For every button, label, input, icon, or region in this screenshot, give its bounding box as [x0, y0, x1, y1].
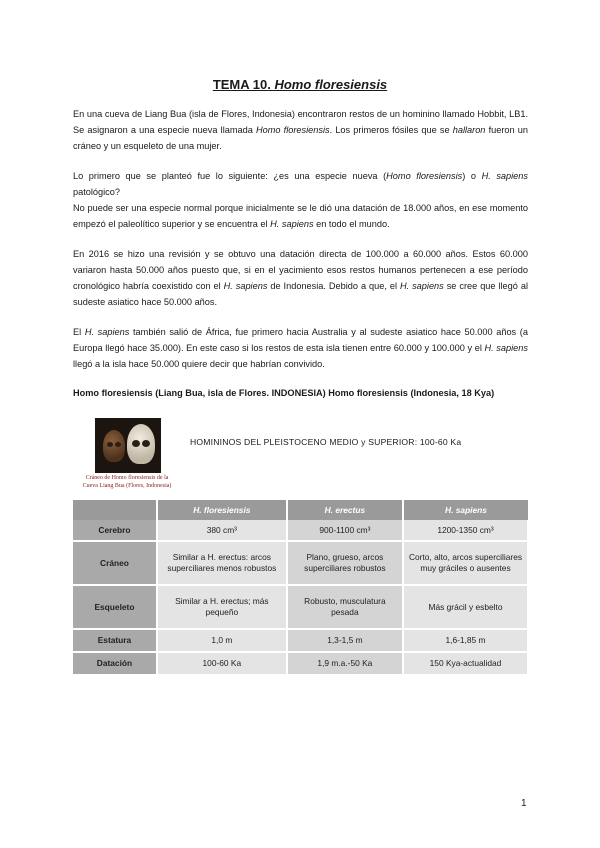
section-heading: Homo floresiensis (Liang Bua, isla de Flores. INDONESIA) Homo floresiensis (Indonesia, 18 Kya) — [73, 388, 495, 398]
paragraph-4-text: también salió de África, fue primero hacia Australia y al sudeste asiatico hace 50.000 años (a Europa llegó hace 35.000). En este caso si los restos de esta isla tienen entre 60.000 y 100.000 y el — [73, 327, 528, 353]
table-header: H. erectus — [287, 500, 403, 520]
paragraph-4-text: El — [73, 327, 85, 337]
paragraph-3-text: de Indonesia. Debido a que, el — [267, 281, 400, 291]
eye-socket — [142, 440, 150, 447]
page-title — [0, 77, 600, 92]
paragraph-2-italic: Homo floresiensis — [386, 171, 463, 181]
table-row — [73, 520, 528, 541]
paragraph-2-italic: H. sapiens — [481, 171, 528, 181]
table-cell: Similar a H. erectus; más pequeño — [157, 585, 287, 629]
paragraph-1-text: En una cueva de Liang Bua (isla de Flores, Indonesia) encontraron restos de un hominino llamado Hobbit, LB1. Se asignaron a una especie nueva llamada — [73, 109, 528, 135]
table-cell: 380 cm³ — [157, 520, 287, 541]
paragraph-3-italic: H. sapiens — [223, 281, 268, 291]
paragraph-2-italic: H. sapiens — [270, 219, 314, 229]
row-label: Cráneo — [73, 541, 157, 585]
paragraph-2-text: en todo el mundo. — [313, 219, 390, 229]
table-cell: 1,9 m.a.-50 Ka — [287, 652, 403, 675]
page-number: 1 — [521, 798, 527, 809]
table-cell: 900-1100 cm³ — [287, 520, 403, 541]
eye-socket — [107, 442, 113, 447]
caption-line: Cráneo de Homo floresiensis de la — [85, 475, 169, 481]
paragraph-1-italic: hallaron — [452, 125, 486, 135]
paragraph-2-text: patológico? — [73, 187, 120, 197]
paragraph-1-text: . Los primeros fósiles que se — [329, 125, 453, 135]
eye-socket — [115, 442, 121, 447]
table-row — [73, 541, 528, 585]
floresiensis-skull-image — [103, 430, 125, 462]
paragraph-1 — [73, 106, 528, 154]
table-header-row — [73, 500, 528, 520]
paragraph-3-text: En 2016 se hizo una revisión y se obtuvo una datación directa de 100.000 a 60.000 años. Estos 60.000 variaron hasta 50.000 años puesto que, si en el yacimiento esos restos humanos pertenecen a ese período cronológico habría coexistido con el — [73, 249, 528, 291]
paragraph-4-italic: H. sapiens — [84, 327, 130, 337]
paragraph-4 — [73, 324, 528, 372]
paragraph-1-text: fueron un cráneo y un esqueleto de una mujer. — [73, 125, 528, 151]
paragraph-3-italic: H. sapiens — [399, 281, 444, 291]
paragraph-4-text: llegó a la isla hace 50.000 quiere decir que habrían convivido. — [73, 359, 325, 369]
paragraph-3-text: se cree que llegó al sudeste asiatico hace 50.000 años. — [73, 281, 528, 307]
table-cell: Plano, grueso, arcos superciliares robustos — [287, 541, 403, 585]
table-cell: Similar a H. erectus: arcos superciliares menos robustos — [157, 541, 287, 585]
paragraph-2-text: No puede ser una especie normal porque inicialmente se le dió una datación de 18.000 años, en ese momento empezó el paleolítico superior y se encuentra el — [73, 203, 528, 229]
paragraph-2-text: Lo primero que se planteó fue lo siguiente: ¿es una especie nueva ( — [73, 171, 387, 181]
table-cell: Robusto, musculatura pesada — [287, 585, 403, 629]
row-label: Datación — [73, 652, 157, 675]
table-cell: 1200-1350 cm³ — [403, 520, 528, 541]
table-cell: 1,0 m — [157, 629, 287, 652]
comparison-table — [73, 500, 529, 676]
table-cell: Corto, alto, arcos superciliares muy gráciles o ausentes — [403, 541, 528, 585]
table-header: H. floresiensis — [157, 500, 287, 520]
paragraph-2 — [73, 168, 528, 232]
table-row — [73, 652, 528, 675]
table-row — [73, 629, 528, 652]
table-header — [73, 500, 157, 520]
caption-line: Cueva Liang Bua (Flores, Indonesia) — [82, 483, 172, 489]
sapiens-skull-image — [127, 424, 155, 464]
eye-socket — [132, 440, 140, 447]
paragraph-3 — [73, 246, 528, 310]
table-cell: Más grácil y esbelto — [403, 585, 528, 629]
table-header: H. sapiens — [403, 500, 528, 520]
table-cell: 1,6-1,85 m — [403, 629, 528, 652]
table-row — [73, 585, 528, 629]
title-species: Homo floresiensis — [274, 77, 388, 92]
table-cell: 1,3-1,5 m — [287, 629, 403, 652]
skulls-photo — [95, 418, 161, 473]
table-cell: 100-60 Ka — [157, 652, 287, 675]
paragraph-1-italic: Homo floresiensis — [255, 125, 330, 135]
paragraph-4-italic: H. sapiens — [484, 343, 528, 353]
hominins-title: HOMININOS DEL PLEISTOCENO MEDIO y SUPERIOR: 100-60 Ka — [190, 437, 462, 447]
row-label: Esqueleto — [73, 585, 157, 629]
title-prefix: TEMA 10. — [212, 77, 275, 92]
table-cell: 150 Kya-actualidad — [403, 652, 528, 675]
figure-caption — [72, 474, 182, 490]
paragraph-2-text: ) o — [462, 171, 482, 181]
row-label: Cerebro — [73, 520, 157, 541]
row-label: Estatura — [73, 629, 157, 652]
